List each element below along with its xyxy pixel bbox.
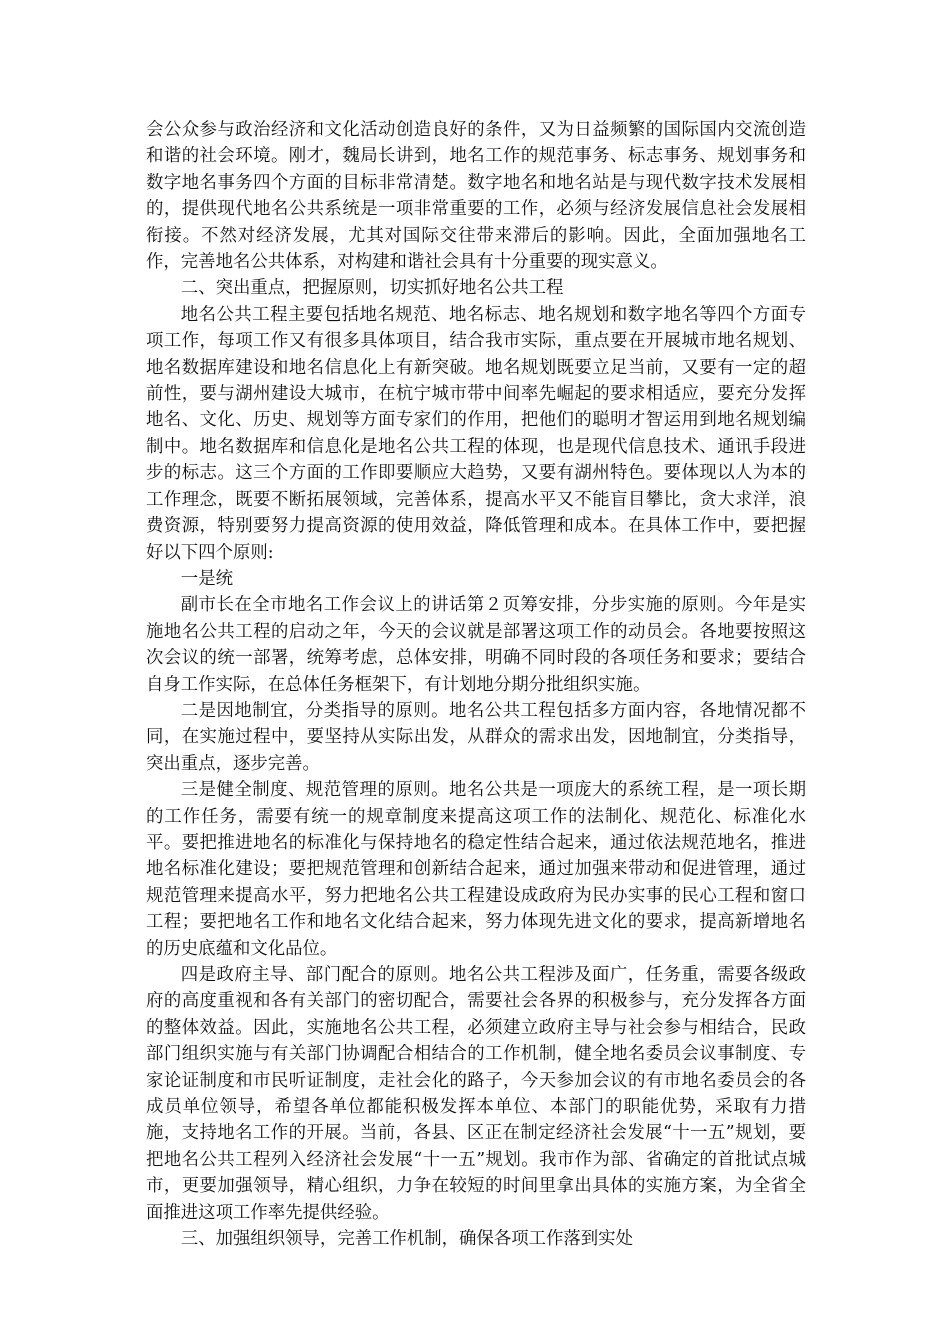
- paragraph-principle-two: 二是因地制宜，分类指导的原则。地名公共工程包括多方面内容，各地情况都不同，在实施过程中，要坚持从实际出发，从群众的需求出发，因地制宜，分类指导，突出重点，逐步完善。: [146, 700, 806, 774]
- section-heading-three: 三、加强组织领导，完善工作机制，确保各项工作落到实处: [180, 1229, 633, 1250]
- document-body: [146, 117, 806, 1252]
- paragraph-principle-four: 四是政府主导、部门配合的原则。地名公共工程涉及面广，任务重，需要各级政府的高度重视和各有关部门的密切配合，需要社会各界的积极参与，充分发挥各方面的整体效益。因此，实施地名公共工程，必须建立政府主导与社会参与相结合，民政部门组织实施与有关部门协调配合相结合的工作机制，健全地名委员会议事制度、专家论证制度和市民听证制度，走社会化的路子，今天参加会议的有市地名委员会的各成员单位领导，希望各单位都能积极发挥本单位、本部门的职能优势，采取有力措施，支持地名工作的开展。当前，各县、区正在制定经济社会发展“十一五”规划，要把地名公共工程列入经济社会发展“十一五”规划。我市作为部、省确定的首批试点城市，更要加强领导，精心组织，力争在较短的时间里拿出具体的实施方案，为全省全面推进这项工作率先提供经验。: [146, 965, 806, 1223]
- section-heading-two: 二、突出重点，把握原则，切实抓好地名公共工程: [180, 278, 564, 299]
- paragraph-intro-continuation: 会公众参与政治经济和文化活动创造良好的条件，又为日益频繁的国际国内交流创造和谐的社会环境。刚才，魏局长讲到，地名工作的规范事务、标志事务、规划事务和数字地名事务四个方面的目标非常清楚。数字地名和地名站是与现代数字技术发展相的，提供现代地名公共系统是一项非常重要的工作，必须与经济发展信息社会发展相衔接。不然对经济发展，尤其对国际交往带来滞后的影响。因此，全面加强地名工作，完善地名公共体系，对构建和谐社会具有十分重要的现实意义。: [146, 120, 806, 273]
- principle-one-label: 一是统: [180, 568, 233, 589]
- paragraph-principle-three: 三是健全制度、规范管理的原则。地名公共是一项庞大的系统工程，是一项长期的工作任务，需要有统一的规章制度来提高这项工作的法制化、规范化、标准化水平。要把推进地名的标准化与保持地名的稳定性结合起来，通过依法规范地名，推进地名标准化建设；要把规范管理和创新结合起来，通过加强来带动和促进管理，通过规范管理来提高水平，努力把地名公共工程建设成政府为民办实事的民心工程和窗口工程；要把地名工作和地名文化结合起来，努力体现先进文化的要求，提高新增地名的历史底蕴和文化品位。: [146, 780, 806, 959]
- paragraph-public-works: 地名公共工程主要包括地名规范、地名标志、地名规划和数字地名等四个方面专项工作，每项工作又有很多具体项目，结合我市实际，重点要在开展城市地名规划、地名数据库建设和地名信息化上有新突破。地名规划既要立足当前，又要有一定的超前性，要与湖州建设大城市，在杭宁城市带中间率先崛起的要求相适应，要充分发挥地名、文化、历史、规划等方面专家们的作用，把他们的聪明才智运用到地名规划编制中。地名数据库和信息化是地名公共工程的体现，也是现代信息技术、通讯手段进步的标志。这三个方面的工作即要顺应大趋势，又要有湖州特色。要体现以人为本的工作理念，既要不断拓展领域，完善体系，提高水平又不能盲目攀比，贪大求洋，浪费资源，特别要努力提高资源的使用效益，降低管理和成本。在具体工作中，要把握好以下四个原则:: [146, 304, 806, 563]
- paragraph-principle-one: 副市长在全市地名工作会议上的讲话第２页筹安排，分步实施的原则。今年是实施地名公共工程的启动之年，今天的会议就是部署这项工作的动员会。各地要按照这次会议的统一部署，统筹考虑，总体安排，明确不同时段的各项任务和要求；要结合自身工作实际，在总体任务框架下，有计划地分期分批组织实施。: [146, 595, 806, 695]
